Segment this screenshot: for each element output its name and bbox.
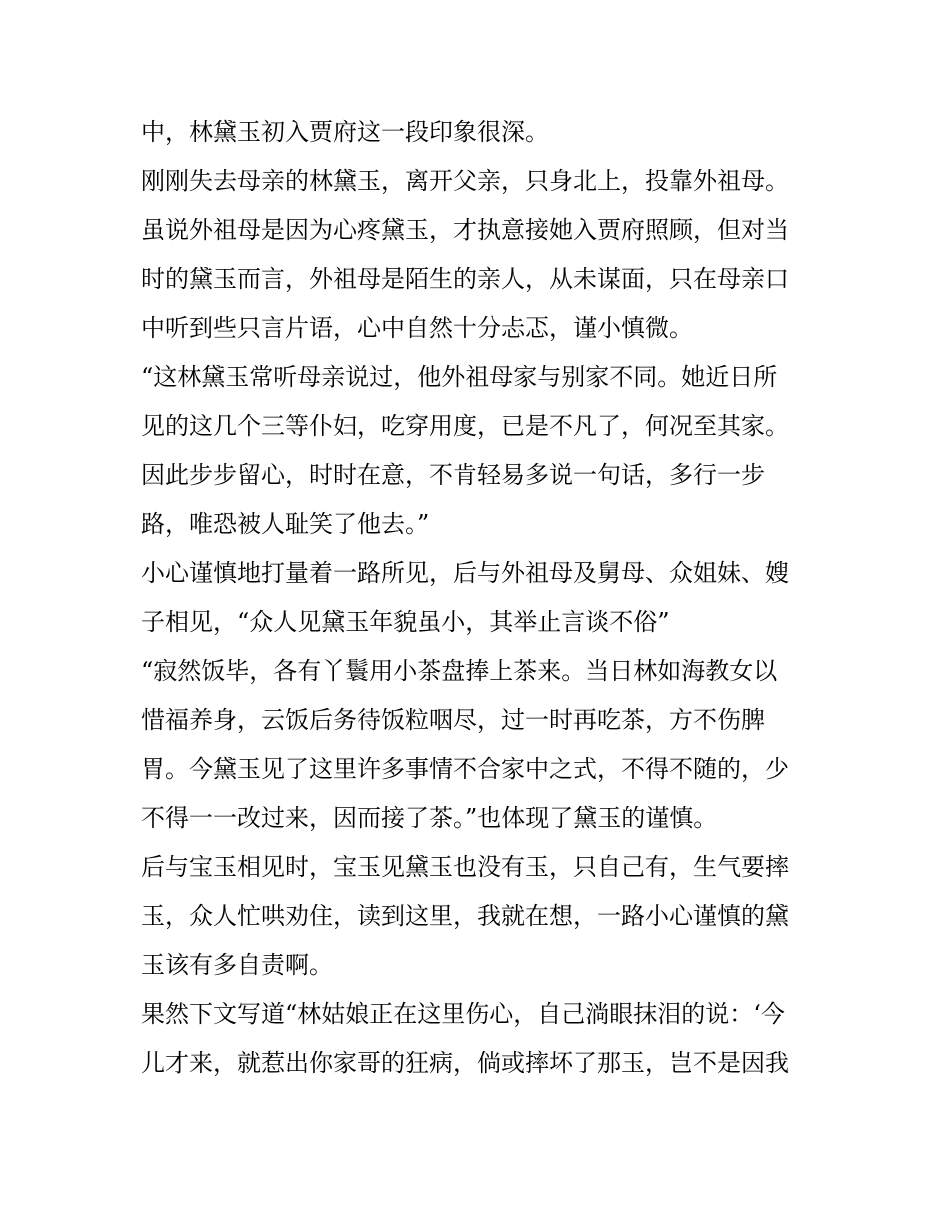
- text-line: 后与宝玉相见时，宝玉见黛玉也没有玉，只自己有，生气要摔: [141, 853, 789, 881]
- text-line: “寂然饭毕，各有丫鬟用小茶盘捧上茶来。当日林如海教女以: [141, 657, 778, 685]
- text-line: 玉，众人忙哄劝住，读到这里，我就在想，一路小心谨慎的黛: [141, 902, 789, 930]
- text-line: 惜福养身，云饭后务待饭粒咽尽，过一时再吃茶，方不伤脾: [141, 706, 765, 734]
- text-line: 时的黛玉而言，外祖母是陌生的亲人，从未谋面，只在母亲口: [141, 265, 789, 293]
- text-line: “这林黛玉常听母亲说过，他外祖母家与别家不同。她近日所: [141, 363, 778, 391]
- text-line: 因此步步留心，时时在意，不肯轻易多说一句话，多行一步: [141, 461, 765, 489]
- text-line: 路，唯恐被人耻笑了他去。”: [141, 510, 430, 538]
- text-line: 不得一一改过来，因而接了茶。”也体现了黛玉的谨慎。: [141, 804, 718, 832]
- text-line: 儿才来，就惹出你家哥的狂病，倘或摔坏了那玉，岂不是因我: [141, 1049, 789, 1077]
- text-line: 玉该有多自责啊。: [141, 951, 333, 979]
- text-line: 见的这几个三等仆妇，吃穿用度，已是不凡了，何况至其家。: [141, 412, 789, 440]
- text-line: 小心谨慎地打量着一路所见，后与外祖母及舅母、众姐妹、嫂: [141, 559, 789, 587]
- text-line: 中，林黛玉初入贾府这一段印象很深。: [141, 118, 549, 146]
- document-body: [141, 108, 821, 1088]
- text-line: 果然下文写道“林姑娘正在这里伤心，自己淌眼抹泪的说：‘今: [141, 1000, 785, 1028]
- text-line: 胃。今黛玉见了这里许多事情不合家中之式，不得不随的，少: [141, 755, 789, 783]
- text-line: 刚刚失去母亲的林黛玉，离开父亲，只身北上，投靠外祖母。: [141, 167, 789, 195]
- text-line: 中听到些只言片语，心中自然十分忐忑，谨小慎微。: [141, 314, 693, 342]
- text-line: 虽说外祖母是因为心疼黛玉，才执意接她入贾府照顾，但对当: [141, 216, 789, 244]
- text-line: 子相见，“众人见黛玉年貌虽小，其举止言谈不俗”: [141, 608, 670, 636]
